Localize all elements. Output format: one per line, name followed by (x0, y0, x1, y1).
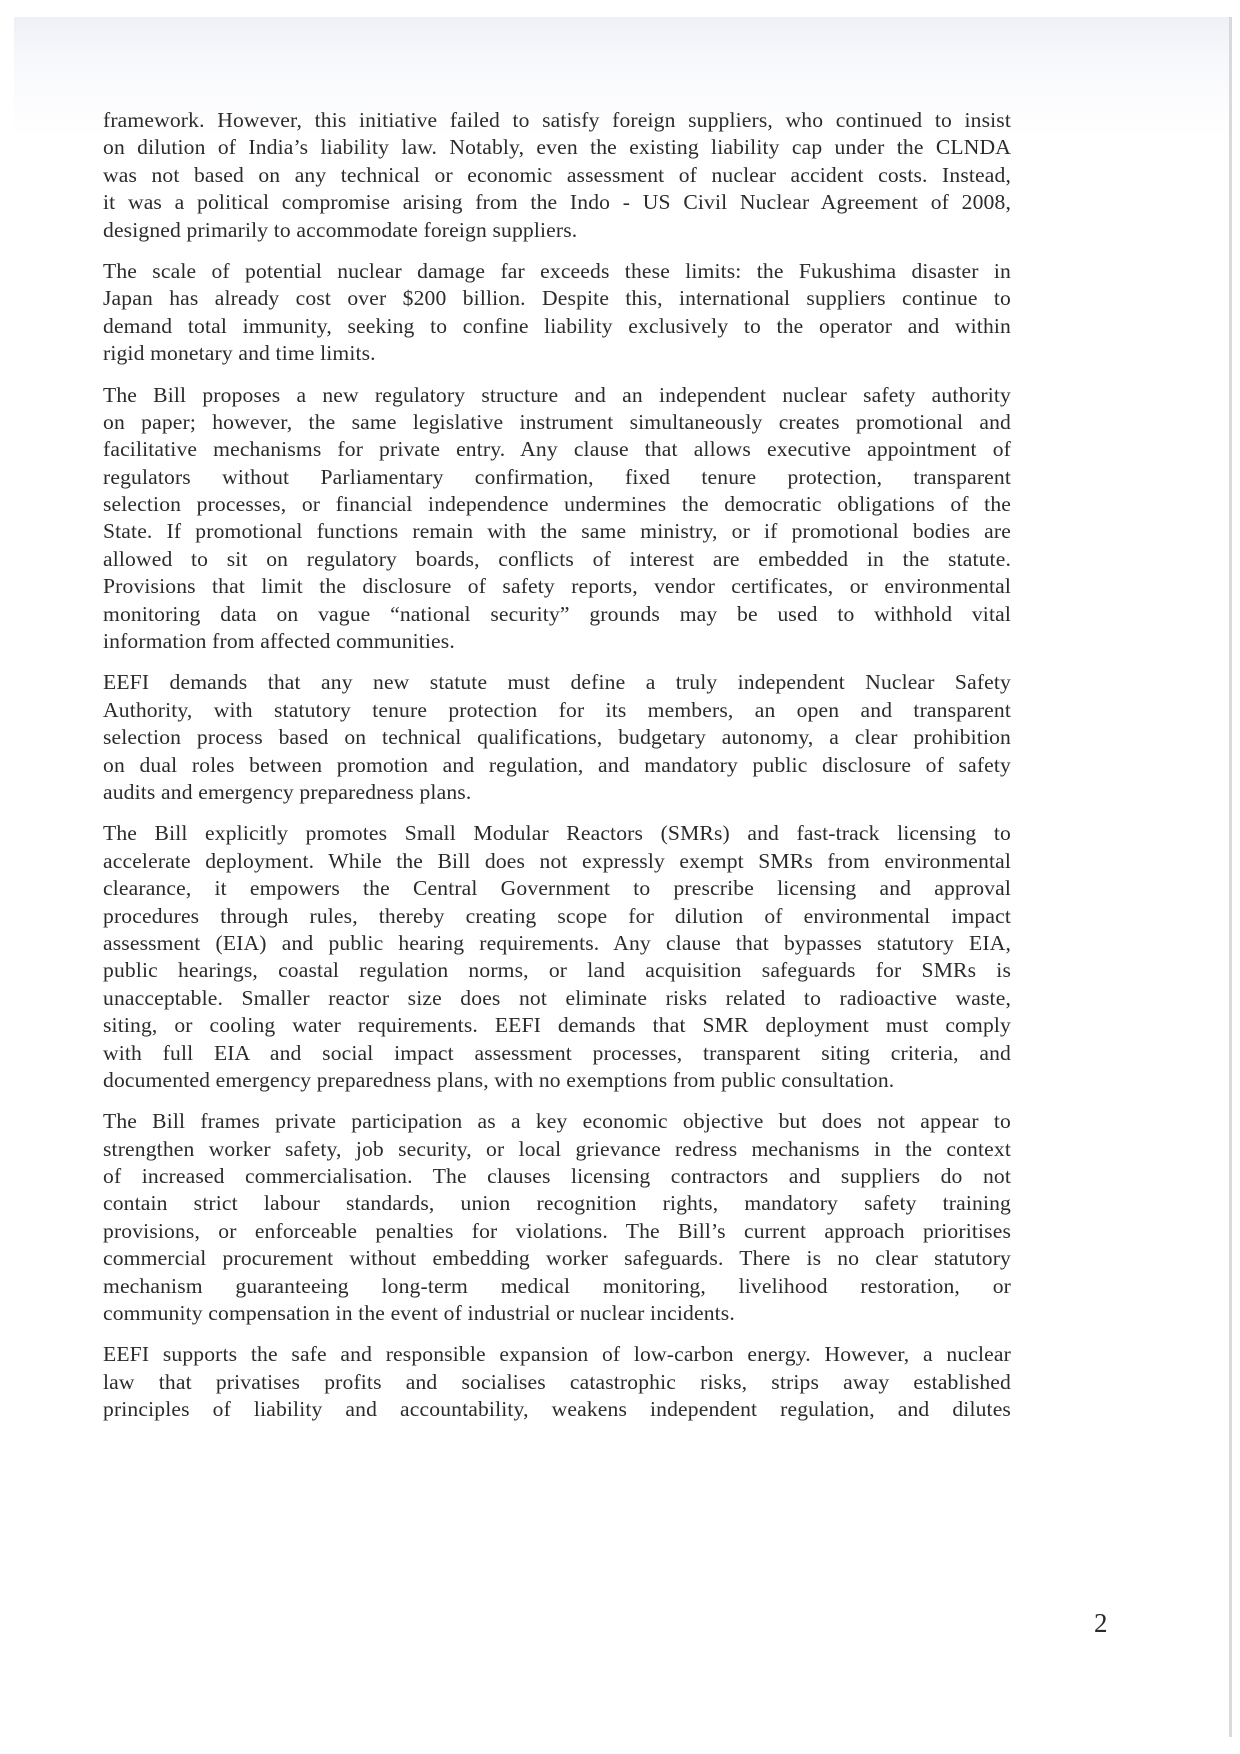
text-line: regulators without Parliamentary confirmation, fixed tenure protection, transparent (103, 464, 1011, 489)
paragraph (103, 1341, 1011, 1423)
text-line: strengthen worker safety, job security, or local grievance redress mechanisms in the context (103, 1136, 1011, 1161)
paragraph (103, 258, 1011, 368)
text-line: siting, or cooling water requirements. EEFI demands that SMR deployment must comply (103, 1013, 1011, 1038)
document-body (103, 107, 1011, 1438)
text-line: The Bill explicitly promotes Small Modular Reactors (SMRs) and fast-track licensing to (103, 821, 1011, 846)
text-line: The scale of potential nuclear damage far exceeds these limits: the Fukushima disaster in (103, 258, 1011, 283)
text-line: selection process based on technical qualifications, budgetary autonomy, a clear prohibition (103, 725, 1011, 750)
paragraph (103, 107, 1011, 244)
text-line: selection processes, or financial independence undermines the democratic obligations of the (103, 492, 1011, 517)
text-line: documented emergency preparedness plans, with no exemptions from public consultation. (103, 1067, 895, 1092)
text-line: community compensation in the event of industrial or nuclear incidents. (103, 1301, 735, 1326)
text-line: procedures through rules, thereby creating scope for dilution of environmental impact (103, 903, 1011, 928)
text-line: contain strict labour standards, union recognition rights, mandatory safety training (103, 1191, 1011, 1216)
text-line: with full EIA and social impact assessment processes, transparent siting criteria, and (103, 1040, 1011, 1065)
text-line: Provisions that limit the disclosure of safety reports, vendor certificates, or environmental (103, 574, 1011, 599)
text-line: on dual roles between promotion and regulation, and mandatory public disclosure of safety (103, 752, 1011, 777)
text-line: accelerate deployment. While the Bill does not expressly exempt SMRs from environmental (103, 848, 1011, 873)
text-line: EEFI demands that any new statute must define a truly independent Nuclear Safety (103, 670, 1011, 695)
text-line: assessment (EIA) and public hearing requirements. Any clause that bypasses statutory EIA, (103, 930, 1011, 955)
text-line: on paper; however, the same legislative instrument simultaneously creates promotional and (103, 409, 1011, 434)
text-line: commercial procurement without embedding worker safeguards. There is no clear statutory (103, 1246, 1011, 1271)
paragraph (103, 382, 1011, 656)
text-line: was not based on any technical or economic assessment of nuclear accident costs. Instead, (103, 162, 1011, 187)
text-line: mechanism guaranteeing long-term medical monitoring, livelihood restoration, or (103, 1273, 1011, 1298)
text-line: monitoring data on vague “national security” grounds may be used to withhold vital (103, 601, 1011, 626)
text-line: Authority, with statutory tenure protection for its members, an open and transparent (103, 697, 1011, 722)
text-line: audits and emergency preparedness plans. (103, 779, 472, 804)
text-line: EEFI supports the safe and responsible expansion of low-carbon energy. However, a nuclear (103, 1342, 1011, 1367)
text-line: on dilution of India’s liability law. Notably, even the existing liability cap under the CLNDA (103, 135, 1011, 160)
text-line: information from affected communities. (103, 629, 455, 654)
text-line: State. If promotional functions remain with the same ministry, or if promotional bodies are (103, 519, 1011, 544)
text-line: demand total immunity, seeking to confine liability exclusively to the operator and within (103, 313, 1011, 338)
paragraph (103, 1108, 1011, 1327)
text-line: facilitative mechanisms for private entry. Any clause that allows executive appointment of (103, 437, 1011, 462)
text-line: Japan has already cost over $200 billion. Despite this, international suppliers continue to (103, 286, 1011, 311)
text-line: unacceptable. Smaller reactor size does not eliminate risks related to radioactive waste, (103, 985, 1011, 1010)
text-line: of increased commercialisation. The clauses licensing contractors and suppliers do not (103, 1164, 1011, 1189)
text-line: framework. However, this initiative failed to satisfy foreign suppliers, who continued to insist (103, 108, 1011, 132)
text-line: clearance, it empowers the Central Government to prescribe licensing and approval (103, 876, 1011, 901)
paragraph (103, 669, 1011, 806)
text-line: provisions, or enforceable penalties for violations. The Bill’s current approach prioritises (103, 1218, 1011, 1243)
text-line: allowed to sit on regulatory boards, conflicts of interest are embedded in the statute. (103, 546, 1011, 571)
text-line: public hearings, coastal regulation norms, or land acquisition safeguards for SMRs is (103, 958, 1011, 983)
page-number: 2 (1094, 1608, 1108, 1638)
text-line: designed primarily to accommodate foreign suppliers. (103, 217, 578, 242)
text-line: rigid monetary and time limits. (103, 341, 376, 366)
text-line: The Bill frames private participation as a key economic objective but does not appear to (103, 1109, 1011, 1134)
paragraph (103, 820, 1011, 1094)
text-line: principles of liability and accountability, weakens independent regulation, and dilutes (103, 1397, 1011, 1422)
text-line: The Bill proposes a new regulatory structure and an independent nuclear safety authority (103, 382, 1011, 407)
text-line: it was a political compromise arising from the Indo - US Civil Nuclear Agreement of 2008, (103, 190, 1011, 215)
text-line: law that privatises profits and socialises catastrophic risks, strips away established (103, 1369, 1011, 1394)
